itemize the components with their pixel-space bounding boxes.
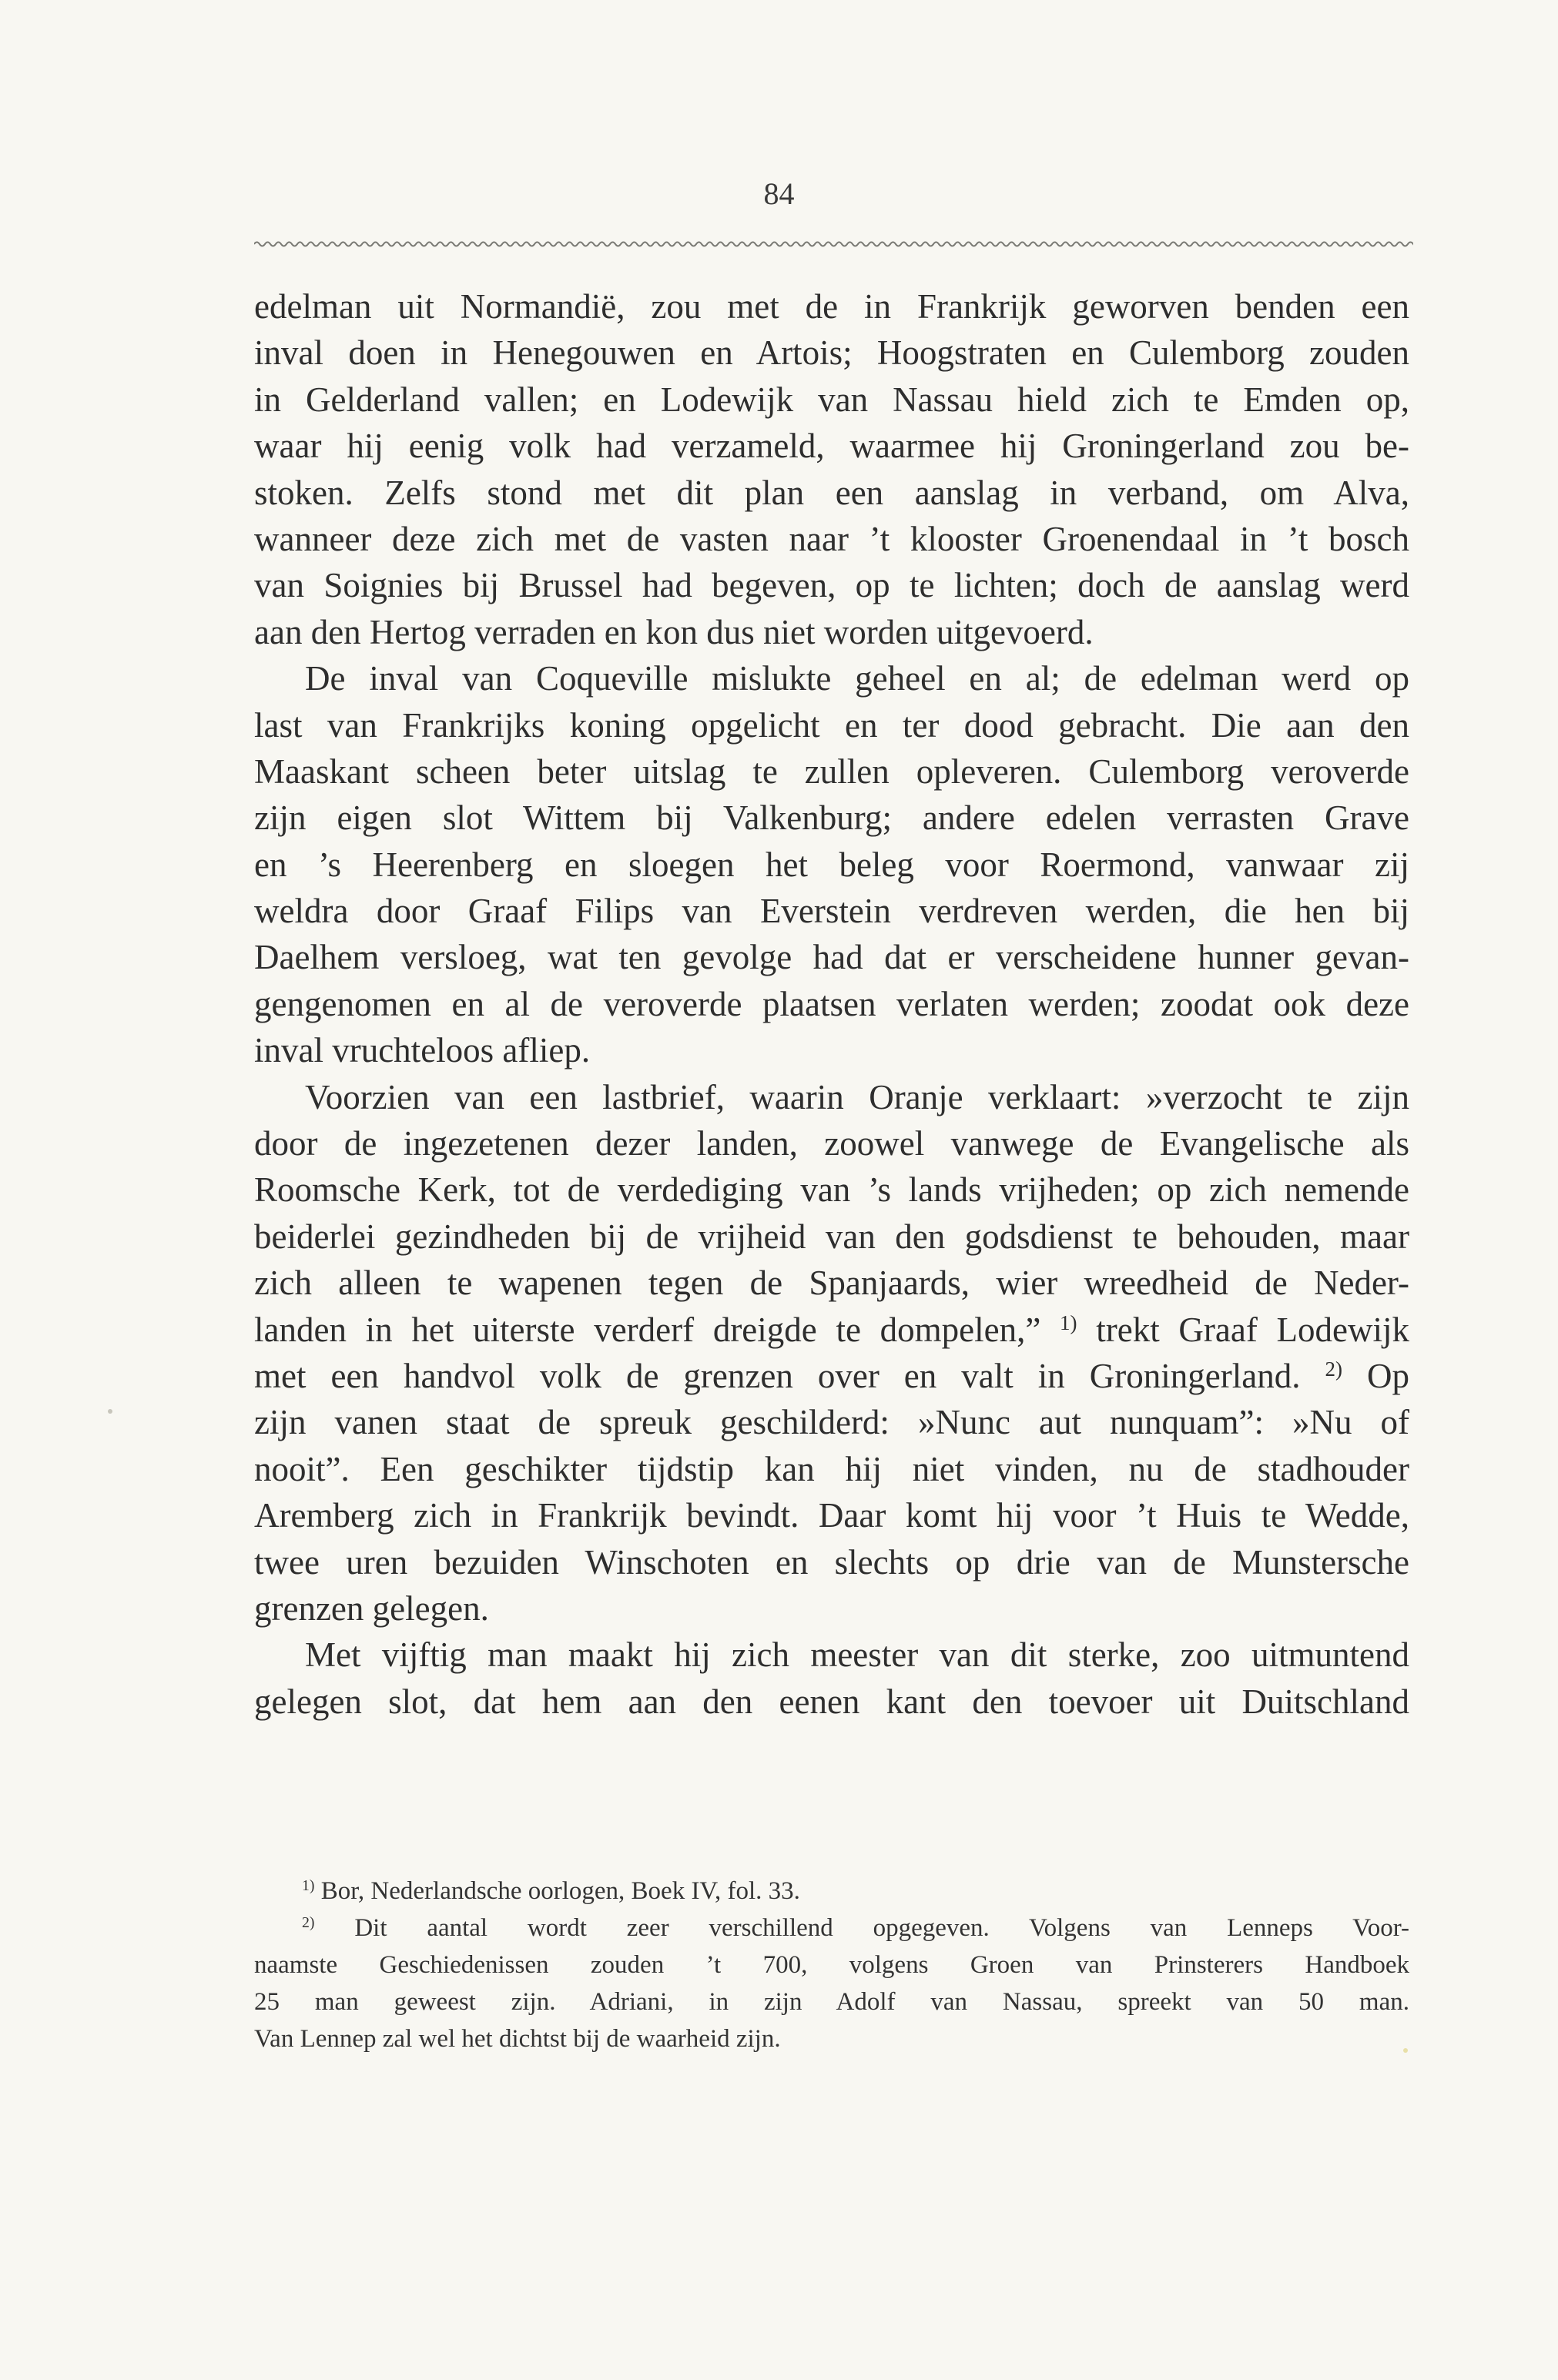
text-line: Roomsche Kerk, tot de verdediging van ’s lands vrijheden; op zich nemende xyxy=(254,1170,1409,1210)
text-line: zich alleen te wapenen tegen de Spanjaards, wier wreedheid de Neder- xyxy=(254,1264,1409,1303)
text-line: weldra door Graaf Filips van Everstein verdreven werden, die hen bij xyxy=(254,892,1409,931)
footnote-1 xyxy=(254,1873,1409,1910)
text-line: zijn eigen slot Wittem bij Valkenburg; andere edelen verrasten Grave xyxy=(254,798,1409,838)
margin-speck xyxy=(1403,2048,1408,2053)
text-line: door de ingezetenen dezer landen, zoowel vanwege de Evangelische als xyxy=(254,1124,1409,1163)
footnote-line: 25 man geweest zijn. Adriani, in zijn Adolf van Nassau, spreekt van 50 man. xyxy=(254,1988,1409,2016)
text-line-with-footnote-ref xyxy=(254,1307,1409,1353)
text-line: wanneer deze zich met de vasten naar ’t klooster Groenendaal in ’t bosch xyxy=(254,519,1409,558)
text-line: aan den Hertog verraden en kon dus niet worden uitgevoerd. xyxy=(254,612,1094,651)
text-fragment: met een handvol volk de grenzen over en valt in Groningerland. xyxy=(254,1356,1301,1395)
text-line: inval vruchteloos afliep. xyxy=(254,1031,591,1070)
footnote-2 xyxy=(254,1910,1409,1947)
text-line: inval doen in Henegouwen en Artois; Hoogstraten en Culemborg zouden xyxy=(254,333,1409,373)
text-line: van Soignies bij Brussel had begeven, op te lichten; doch de aanslag werd xyxy=(254,566,1409,605)
text-line: en ’s Heerenberg en sloegen het beleg voor Roermond, vanwaar zij xyxy=(254,845,1409,884)
text-line: edelman uit Normandië, zou met de in Frankrijk geworven benden een xyxy=(254,287,1409,326)
text-line: last van Frankrijks koning opgelicht en ter dood gebracht. Die aan den xyxy=(254,705,1409,745)
text-line: waar hij eenig volk had verzameld, waarmee hij Groningerland zou be- xyxy=(254,427,1409,466)
footnotes xyxy=(254,1873,1409,2057)
text-fragment: Op xyxy=(1367,1356,1409,1395)
text-line: Daelhem versloeg, wat ten gevolge had dat er verscheidene hunner gevan- xyxy=(254,938,1409,977)
text-line: nooit”. Een geschikter tijdstip kan hij niet vinden, nu de stadhouder xyxy=(254,1449,1409,1488)
text-line: gengenomen en al de veroverde plaatsen verlaten werden; zoodat ook deze xyxy=(254,984,1409,1023)
text-fragment: landen in het uiterste verderf dreigde te dompelen,” xyxy=(254,1310,1041,1349)
text-line: in Gelderland vallen; en Lodewijk van Nassau hield zich te Emden op, xyxy=(254,380,1409,419)
page-number: 84 xyxy=(763,176,795,211)
text-line: Aremberg zich in Frankrijk bevindt. Daar komt hij voor ’t Huis te Wedde, xyxy=(254,1496,1409,1535)
decorative-wavy-rule xyxy=(254,239,1413,249)
footnote-mark: 2) xyxy=(302,1914,315,1932)
footnote-text: Dit aantal wordt zeer verschillend opgegeven. Volgens van Lenneps Voor- xyxy=(354,1914,1410,1942)
footnote-text: Bor, Nederlandsche oorlogen, Boek IV, fol. 33. xyxy=(320,1877,800,1905)
footnote-ref: 2) xyxy=(1325,1357,1342,1381)
body-text xyxy=(254,283,1409,1725)
text-line: Maaskant scheen beter uitslag te zullen opleveren. Culemborg veroverde xyxy=(254,751,1409,791)
text-line: gelegen slot, dat hem aan den eenen kant den toevoer uit Duitschland xyxy=(254,1682,1409,1721)
text-line: grenzen gelegen. xyxy=(254,1588,489,1628)
footnote-line: Van Lennep zal wel het dichtst bij de waarheid zijn. xyxy=(254,2025,781,2053)
text-line: Met vijftig man maakt hij zich meester van dit sterke, zoo uitmuntend xyxy=(305,1635,1409,1675)
text-line: stoken. Zelfs stond met dit plan een aanslag in verband, om Alva, xyxy=(254,473,1409,512)
text-line: beiderlei gezindheden bij de vrijheid van den godsdienst te behouden, maar xyxy=(254,1217,1409,1256)
text-line: Voorzien van een lastbrief, waarin Oranje verklaart: »verzocht te zijn xyxy=(305,1077,1409,1116)
text-line: zijn vanen staat de spreuk geschilderd: »Nunc aut nunquam”: »Nu of xyxy=(254,1403,1409,1442)
text-line-with-footnote-ref xyxy=(254,1353,1409,1399)
footnote-line: naamste Geschiedenissen zouden ’t 700, volgens Groen van Prinsterers Handboek xyxy=(254,1951,1409,1979)
text-line: twee uren bezuiden Winschoten en slechts op drie van de Munstersche xyxy=(254,1542,1409,1582)
footnote-ref: 1) xyxy=(1060,1311,1077,1334)
footnote-mark: 1) xyxy=(302,1877,315,1895)
margin-speck xyxy=(108,1409,112,1414)
text-line: De inval van Coqueville mislukte geheel en al; de edelman werd op xyxy=(305,659,1409,698)
text-fragment: trekt Graaf Lodewijk xyxy=(1096,1310,1410,1349)
